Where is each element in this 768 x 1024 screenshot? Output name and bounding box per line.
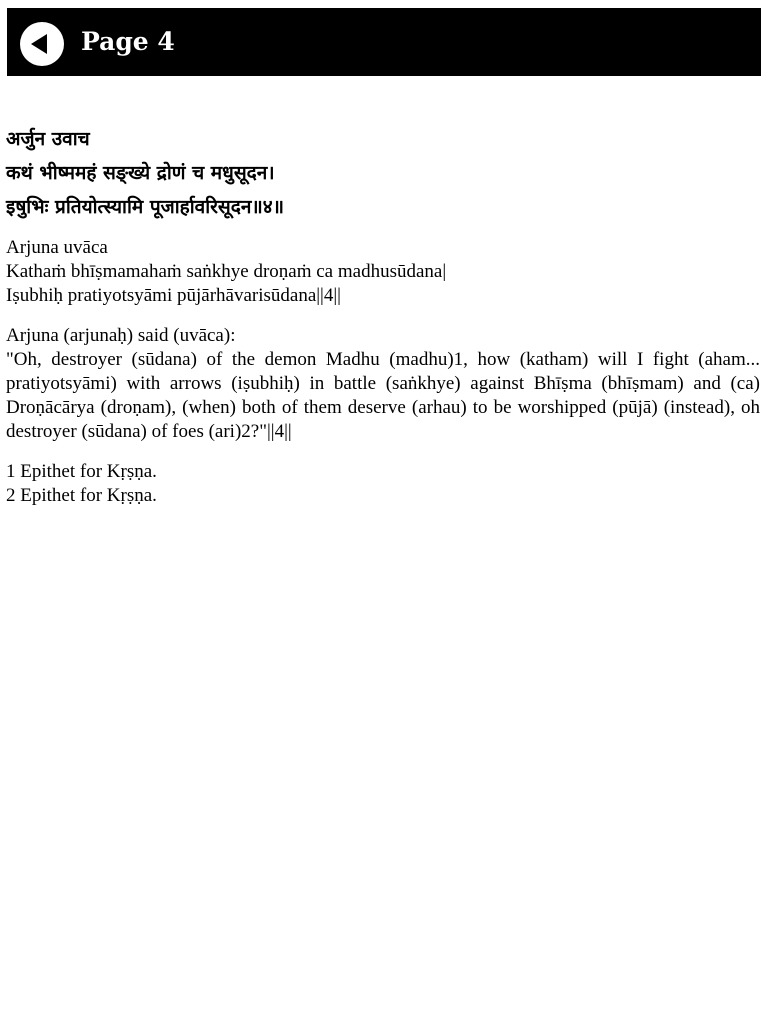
- page-content: [6, 122, 760, 508]
- page-title: Page 4: [81, 27, 175, 56]
- footnote: 2 Epithet for Kṛṣṇa.: [6, 485, 157, 506]
- transliteration-line: Arjuna uvāca: [6, 237, 108, 258]
- translation-speaker: Arjuna (arjunaḥ) said (uvāca):: [6, 325, 236, 346]
- transliteration-line: Iṣubhiḥ pratiyotsyāmi pūjārhāvarisūdana||4||: [6, 285, 341, 306]
- header-bar: [7, 8, 761, 76]
- back-button[interactable]: [20, 22, 64, 66]
- devanagari-line: इषुभिः प्रतियोत्स्यामि पूजार्हावरिसूदन॥४॥: [6, 196, 285, 218]
- back-arrow-icon: [20, 22, 64, 66]
- transliteration-line: Kathaṁ bhīṣmamahaṁ saṅkhye droṇaṁ ca madhusūdana|: [6, 261, 447, 282]
- footnote: 1 Epithet for Kṛṣṇa.: [6, 461, 157, 482]
- devanagari-line: अर्जुन उवाच: [6, 128, 90, 150]
- translation-text: "Oh, destroyer (sūdana) of the demon Madhu (madhu)1, how (katham) will I fight (aham... pratiyotsyāmi) with arrows (iṣubhiḥ) in battle (saṅkhye) against Bhīṣma (bhīṣmam) and (ca) Droṇācārya (droṇam), (when) both of them deserve (arhau) to be worshipped (pūjā) (instead), oh destroyer (sūdana) of foes (ari)2?"||4||: [6, 349, 760, 442]
- verse-devanagari: [6, 122, 760, 224]
- devanagari-line: कथं भीष्ममहं सङ्ख्ये द्रोणं च मधुसूदन।: [6, 162, 275, 184]
- footnotes: [6, 460, 760, 508]
- verse-transliteration: [6, 236, 760, 308]
- verse-translation: [6, 324, 760, 444]
